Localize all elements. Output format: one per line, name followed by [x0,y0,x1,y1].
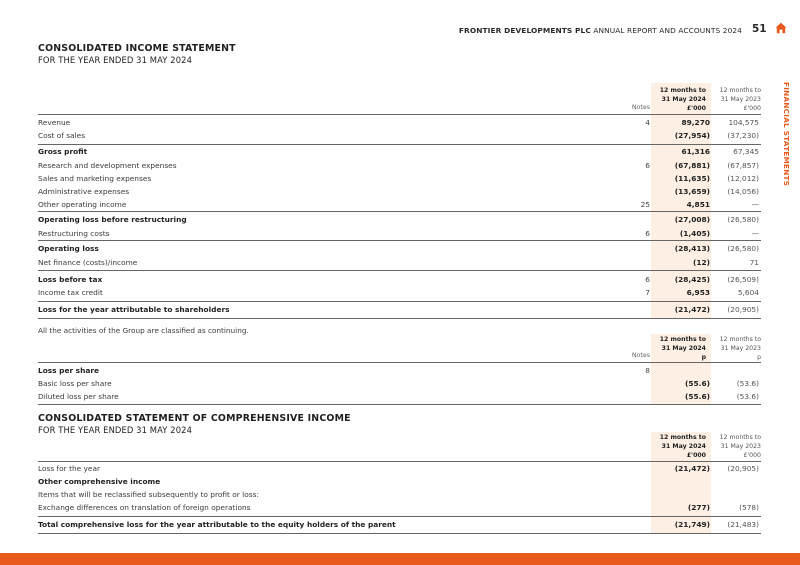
income-statement-subtitle: FOR THE YEAR ENDED 31 MAY 2024 [38,55,192,65]
notes-header: Notes [631,352,650,359]
table-row: Exchange differences on translation of foreign operations (277) (578) [38,503,759,512]
header-divider [38,362,761,363]
table-row: Administrative expenses (13,659) (14,056) [38,187,759,196]
divider [38,240,761,241]
header-divider [38,461,761,462]
comprehensive-income-title: CONSOLIDATED STATEMENT OF COMPREHENSIVE INCOME [38,413,351,424]
divider [38,516,761,517]
divider [38,301,761,302]
comprehensive-income-subtitle: FOR THE YEAR ENDED 31 MAY 2024 [38,425,192,435]
table-row: Total comprehensive loss for the year attributable to the equity holders of the parent (21,749) (21,483) [38,520,759,529]
page-number: 51 [752,23,767,35]
home-icon[interactable] [775,22,787,34]
table-row: Research and development expenses 6 (67,881) (67,857) [38,161,759,170]
table-row: Operating loss before restructuring (27,008) (26,580) [38,215,759,224]
company-name: FRONTIER DEVELOPMENTS PLC [458,26,591,35]
table-row: Operating loss (28,413) (26,580) [38,244,759,253]
table-row: Diluted loss per share (55.6) (53.6) [38,392,759,401]
divider [38,404,761,405]
current-year-header: 12 months to 31 May 2024 p [659,336,706,361]
divider [38,144,761,145]
header-divider [38,114,761,115]
prior-year-header: 12 months to 31 May 2023 p [719,336,761,361]
table-row: Loss for the year attributable to shareholders (21,472) (20,905) [38,305,759,314]
current-year-header: 12 months to 31 May 2024 £'000 [659,87,706,112]
table-row: Items that will be reclassified subsequently to profit or loss: [38,490,259,499]
table-row: Cost of sales (27,954) (37,230) [38,131,759,140]
table-row: Income tax credit 7 6,953 5,604 [38,288,759,297]
table-row: Basic loss per share (55.6) (53.6) [38,379,759,388]
divider [38,270,761,271]
section-tab[interactable]: FINANCIAL STATEMENTS [782,82,791,187]
table-row: Other comprehensive income [38,477,161,486]
table-row: Gross profit 61,316 67,345 [38,147,759,156]
divider [38,318,761,319]
divider [38,211,761,212]
income-statement-title: CONSOLIDATED INCOME STATEMENT [38,43,236,54]
table-row: Other operating income 25 4,851 — [38,200,759,209]
table-row: Restructuring costs 6 (1,405) — [38,229,759,238]
divider [38,533,761,534]
current-year-header: 12 months to 31 May 2024 £'000 [659,434,706,459]
report-name: ANNUAL REPORT AND ACCOUNTS 2024 [593,26,742,35]
prior-year-header: 12 months to 31 May 2023 £'000 [719,434,761,459]
table-row: Revenue 4 89,270 104,575 [38,118,759,127]
continuing-activities-note: All the activities of the Group are classified as continuing. [38,326,249,335]
prior-year-header: 12 months to 31 May 2023 £'000 [719,87,761,112]
table-row: Loss per share 8 [38,366,650,375]
table-row: Sales and marketing expenses (11,635) (12,012) [38,174,759,183]
table-row: Loss before tax 6 (28,425) (26,509) [38,275,759,284]
running-header [459,26,742,35]
notes-header: Notes [631,104,650,111]
table-row: Net finance (costs)/income (12) 71 [38,258,759,267]
footer-accent-bar [0,553,800,565]
table-row: Loss for the year (21,472) (20,905) [38,464,759,473]
